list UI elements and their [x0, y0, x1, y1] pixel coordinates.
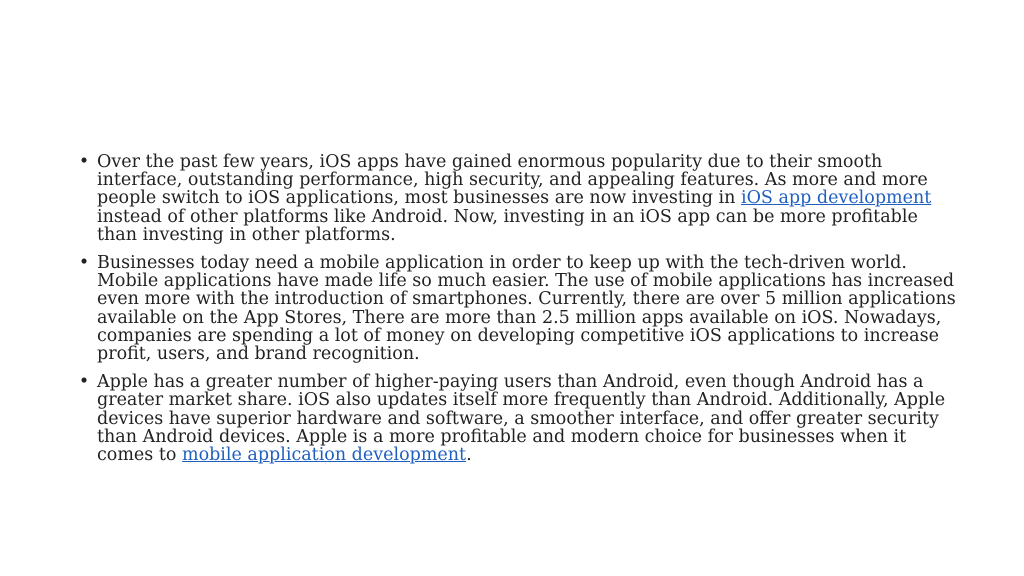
bullet-dot: • — [78, 152, 90, 172]
bullet-item-mobile-apps — [78, 254, 958, 363]
mobile-application-development-link[interactable]: mobile application development — [181, 445, 467, 466]
bullet-dot: • — [78, 253, 90, 274]
bullet-dot: • — [78, 372, 90, 393]
paragraph-text: Businesses today need a mobile application in order to keep up with the tech-driven world. Mobile applications have made life so much easier. The use of mobile applications has increased even more with the introduction of smartphones. Currently, there are over 5 million applications available on the App Stores, There are more than 2.5 million apps available on iOS. Nowadays, companies are spending a lot of money on developing competitive iOS applications to increase profit, users, and brand recognition. — [97, 253, 956, 365]
bullet-item-ios-popularity — [78, 153, 958, 244]
bullet-item-apple-users — [78, 373, 958, 464]
paragraph-text: Apple has a greater number of higher-paying users than Android, even though Android has a greater market share. iOS also updates itself more frequently than Android. Additionally, Apple devices have superior hardware and software, a smoother interface, and offer greater security than Android devices. Apple is a more profitable and modern choice for businesses when it comes to — [97, 372, 946, 466]
paragraph-text: instead of other platforms like Android. Now, investing in an iOS app can be more profitable than investing in other platforms. — [97, 206, 918, 245]
ios-app-development-link[interactable]: iOS app development — [740, 188, 932, 209]
paragraph-text: Over the past few years, iOS apps have gained enormous popularity due to their smooth interface, outstanding performance, high security, and appealing features. As more and more people switch to iOS applications, most businesses are now investing in — [97, 152, 928, 209]
paragraph-text: . — [466, 445, 472, 466]
bullet-list — [78, 153, 958, 474]
